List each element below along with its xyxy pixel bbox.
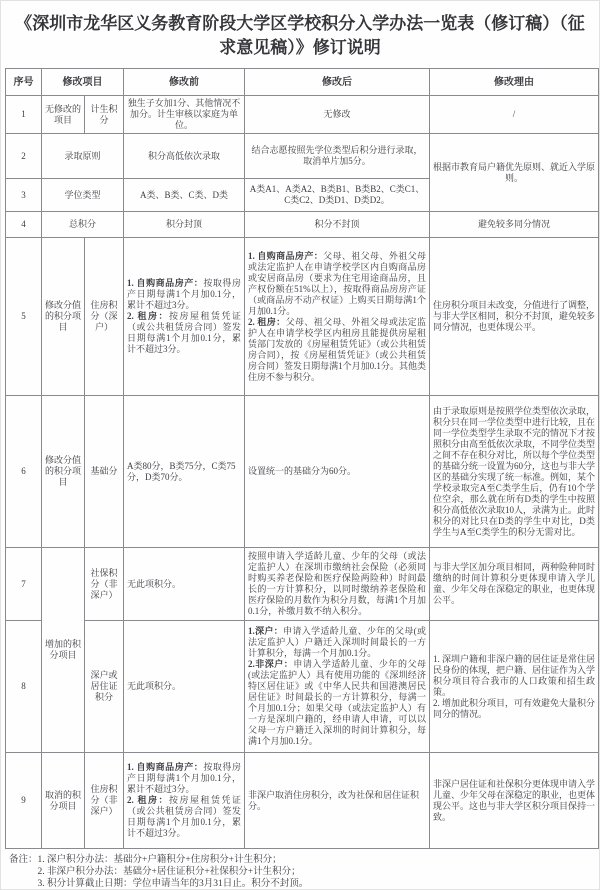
table-row (6, 134, 599, 179)
row5-after-lead-2: 2. 租房： (248, 316, 286, 327)
row2-3-reason: 根据市教育局户籍优先原则、就近入学原则。 (430, 134, 599, 212)
row1-after: 无修改 (245, 96, 430, 134)
footnote-item: 1. 深户积分办法：基础分+户籍积分+住房积分+计生积分； (37, 855, 282, 865)
row7-sub-item: 社保积分（非深户） (85, 548, 124, 621)
table-row (6, 548, 599, 621)
row5-group: 修改分值的积分项目 (42, 238, 85, 396)
row5-before-lead-1: 1. 自购商品房产： (127, 278, 204, 288)
row1-sub-item: 计生积分 (85, 96, 124, 134)
row9-before-text-1: 按取得房产日期每满1个月加0.1分，累计不超过3分。 (127, 762, 241, 794)
row7-8-group: 增加的积分项目 (42, 548, 85, 753)
row9-before (124, 753, 245, 849)
row8-after-lead-2: 2.非深户： (248, 659, 294, 669)
row6-reason: 由于录取原则是按照学位类型依次录取，积分只在同一学位类型中进行比较，且在同一学位类型学生录取不完的情况下才按照积分由高至低依次录取，不同学位类型之间不存在积分对比，所以每个学位类型的基础分统一设置为60分，这也与非大学区的基础分实现了统一标准。例如，某个学校录取完A至C类学生后，仍有10个学位空余，那么就在所有D类的学生中按照积分高低依次录取10人，录满为止。此时积分的对比只在D类的学生中对比，D类学生与A至C类学生的积分无需对比。 (430, 396, 599, 548)
row6-no: 6 (6, 396, 42, 548)
row9-before-lead-1: 1. 自购商品房产： (127, 762, 204, 772)
row1-before: 独生子女加1分、其他情况不加分。计生审核以家庭为单位。 (124, 96, 245, 134)
row2-before: 积分高低依次录取 (124, 134, 245, 179)
row9-no: 9 (6, 753, 42, 849)
row8-reason-text-2: 2. 增加此积分项目，可有效避免大量积分同分的情况。 (433, 697, 596, 719)
row8-after-lead-1: 1.深户： (248, 626, 284, 636)
row5-after-lead-1: 1. 自购商品房产： (248, 250, 324, 261)
row5-before-text-1: 按取得房产日期每满1个月加0.1分，累计不超过3分。 (127, 278, 241, 310)
table-row (6, 212, 599, 238)
row5-no: 5 (6, 238, 42, 396)
row6-after: 设置统一的基础分为60分。 (245, 396, 430, 548)
row9-reason: 非深户居住证和社保积分更体现申请入学儿童、少年父母在深稳定的职业，也更体现公平。这也与非大学区积分项目保持一致。 (430, 753, 599, 849)
row4-after: 积分不封顶 (245, 212, 430, 238)
header-after: 修改后 (245, 69, 430, 96)
table-row (6, 238, 599, 396)
row9-before-lead-2: 2. 租房： (127, 795, 169, 805)
footnotes (9, 855, 599, 890)
row2-no: 2 (6, 134, 42, 179)
row3-after: A类A1、A类A2、B类B1、B类B2、C类C1、C类C2、D类D1、D类D2。 (245, 179, 430, 212)
row6-before: A类80分，B类75分，C类75分，D类70分。 (124, 396, 245, 548)
row5-after-text-1: 父母、祖父母、外祖父母或法定监护人在申请学校学区内自购商品房或安居商品房（要求为住宅用途商品房，且产权份额在51%以上），按取得商品房房产证（或商品房不动产权证）上购买日期每满1个月加0.1分。 (248, 250, 426, 316)
row4-reason: 避免较多同分情况 (430, 212, 599, 238)
row6-sub-item: 基础分 (85, 396, 124, 548)
footnote-item: 2. 非深户积分办法：基础分+居住证积分+社保积分+计生积分； (37, 867, 301, 877)
row9-group: 取消的积分项目 (42, 753, 85, 849)
row5-sub-item: 住房积分（深户） (85, 238, 124, 396)
row4-before: 积分封顶 (124, 212, 245, 238)
row5-reason: 住房积分项目未改变，分值进行了调整，与非大学区相同，积分不封顶，避免较多同分情况，也更体现公平。 (430, 238, 599, 396)
row8-reason-text-1: 1. 深圳户籍和非深户籍的居住证是常住居民身份的体现，把户籍、居住证作为入学积分项目符合我市的人口政策和招生政策。 (433, 653, 596, 697)
row3-before: A类、B类、C类、D类 (124, 179, 245, 212)
row8-before: 无此项积分。 (124, 621, 245, 753)
revision-table (5, 68, 599, 849)
row2-item: 录取原则 (42, 134, 124, 179)
footnotes-list (38, 855, 309, 890)
row4-item: 总积分 (42, 212, 124, 238)
row7-reason: 与非大学区加分项目相同，两种险种同时缴纳的时间计算积分更体现申请入学儿童、少年父母在深稳定的职业，也更体现公平。 (430, 548, 599, 621)
row8-after-text-1: 申请入学适龄儿童、少年的父母(或法定监护人）户籍迁入深圳时间最长的一方计算积分，每满一个月加0.1分。 (248, 626, 426, 658)
row5-before-lead-2: 2. 租房： (127, 311, 169, 321)
row9-before-text-2: 按房屋租赁凭证（或公共租赁房合同）签发日期每满1个月加0.1分，累计不超过3分。 (127, 795, 241, 838)
row8-no: 8 (6, 621, 42, 753)
row5-after-text-2: 父母、祖父母、外祖父母或法定监护人在申请学校学区内租房且能提供房屋租赁部门发放的《房屋租赁凭证》（或公共租赁房合同），按《房屋租赁凭证》（或公共租赁房合同）签发日期每满1个月加0.1分。其他类住房不参与积分。 (248, 316, 426, 382)
row5-before-text-2: 按房屋租赁凭证（或公共租赁房合同）签发日期每满1个月加0.1分，累计不超过3分。 (127, 311, 241, 354)
table-header-row (6, 69, 599, 96)
footnotes-label: 备注： (9, 855, 38, 865)
header-item: 修改项目 (42, 69, 124, 96)
row9-sub-item: 住房积分（非深户） (85, 753, 124, 849)
table-row (6, 621, 599, 753)
row8-reason (430, 621, 599, 753)
row7-after: 按照申请入学适龄儿童、少年的父母（或法定监护人）在深圳市缴纳社会保险（必须同时购买养老保险和医疗保险两险种）时间最长的一方计算积分，以同时缴纳养老保险和医疗保险的月数作为积分月数，每满1个月加0.1分，补缴月数不纳入积分。 (245, 548, 430, 621)
table-row (6, 396, 599, 548)
row1-reason: / (430, 96, 599, 134)
row4-no: 4 (6, 212, 42, 238)
footnote-item: 3. 积分计算截止日期：学位申请当年的3月31日止。积分不封顶。 (37, 879, 309, 889)
row2-after: 结合志愿按照先学位类型后积分进行录取，取消单片加5分。 (245, 134, 430, 179)
row8-after-text-2: 申请入学适龄儿童、少年的父母(或法定监护人）具有使用功能的《深圳经济特区居住证》或《中华人民共和国港澳居民居住证》时间最长的一方计算积分，每满一个月加0.1分；如果父母（或法定监护人）有一方是深圳户籍的，经申请人申请，可以以父母一方户籍迁入深圳的时间计算积分，每满1个月加0.1分。 (248, 659, 426, 746)
row7-before: 无此项积分。 (124, 548, 245, 621)
row5-after (245, 238, 430, 396)
row9-after: 非深户取消住房积分，改为社保和居住证积分。 (245, 753, 430, 849)
document-title: 《深圳市龙华区义务教育阶段大学区学校积分入学办法一览表（修订稿）（征求意见稿）》修订说明 (15, 14, 585, 57)
row3-item: 学位类型 (42, 179, 124, 212)
table-row (6, 753, 599, 849)
row6-group: 修改分值的积分项目 (42, 396, 85, 548)
header-no: 序号 (6, 69, 42, 96)
row1-no: 1 (6, 96, 42, 134)
header-before: 修改前 (124, 69, 245, 96)
row1-group: 无修改的项目 (42, 96, 85, 134)
header-reason: 修改理由 (430, 69, 599, 96)
row3-no: 3 (6, 179, 42, 212)
row7-no: 7 (6, 548, 42, 621)
row5-before (124, 238, 245, 396)
row8-sub-item: 深户或居住证积分 (85, 621, 124, 753)
row8-after (245, 621, 430, 753)
table-row (6, 96, 599, 134)
